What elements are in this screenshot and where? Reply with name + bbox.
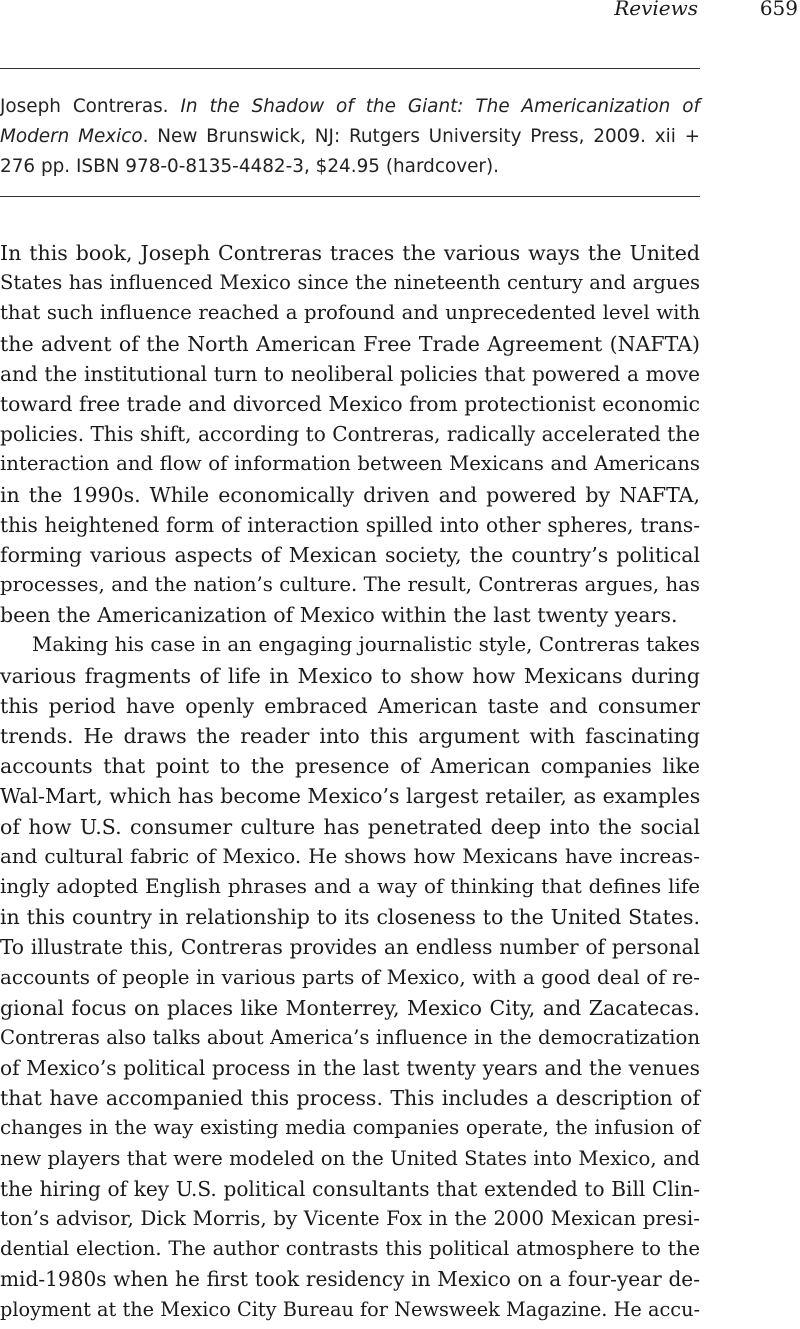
- text-line: Contreras also talks about America’s influence in the democratization: [0, 1025, 700, 1049]
- text-line: To illustrate this, Contreras provides an endless number of personal: [0, 935, 700, 960]
- text-line: and cultural fabric of Mexico. He shows how Mexicans have increas-: [0, 844, 700, 868]
- running-head-section: Reviews: [614, 0, 698, 20]
- text-line: that such influence reached a profound and unprecedented level with: [0, 301, 700, 325]
- text-line: ingly adopted English phrases and a way of thinking that defines life: [0, 874, 700, 898]
- paragraph-1: [0, 238, 700, 630]
- text-line: Making his case in an engaging journalistic style, Contreras takes: [32, 633, 700, 657]
- text-line: the hiring of key U.S. political consultants that extended to Bill Clin-: [0, 1176, 700, 1201]
- text-line: mid-1980s when he first took residency in Mexico on a four-year de-: [0, 1267, 700, 1292]
- top-rule: [0, 68, 700, 69]
- review-body: [0, 238, 700, 1325]
- text-line: the advent of the North American Free Trade Agreement (NAFTA): [0, 331, 700, 356]
- text-line: States has influenced Mexico since the nineteenth century and argues: [0, 271, 700, 295]
- text-line: dential election. The author contrasts this political atmosphere to the: [0, 1237, 700, 1261]
- text-line: forming various aspects of Mexican society, the country’s political: [0, 542, 700, 567]
- citation-publisher-info: . New Brunswick, NJ: Rutgers University Press, 2009. xii + 276 pp. ISBN 978-0-8135-4482-3, $24.95 (hardcover).: [0, 126, 700, 177]
- text-line: that have accompanied this process. This includes a description of: [0, 1086, 700, 1111]
- text-line: processes, and the nation’s culture. The result, Contreras argues, has: [0, 573, 700, 597]
- text-line: and the institutional turn to neoliberal policies that powered a move: [0, 361, 700, 386]
- text-line: ton’s advisor, Dick Morris, by Vicente Fox in the 2000 Mexican presi-: [0, 1207, 700, 1230]
- text-line: this period have openly embraced American taste and consumer: [0, 693, 700, 718]
- text-line: accounts of people in various parts of Mexico, with a good deal of re-: [0, 965, 700, 989]
- text-line: trends. He draws the reader into this argument with fascinating: [0, 724, 700, 748]
- text-line: been the Americanization of Mexico within the last twenty years.: [0, 603, 678, 628]
- text-line: in the 1990s. While economically driven and powered by NAFTA,: [0, 482, 700, 507]
- text-line: toward free trade and divorced Mexico from protectionist economic: [0, 391, 700, 416]
- text-line: interaction and flow of information between Mexicans and Americans: [0, 452, 700, 476]
- text-line: in this country in relationship to its closeness to the United States.: [0, 905, 700, 930]
- text-line: Wal-Mart, which has become Mexico’s largest retailer, as examples: [0, 784, 701, 809]
- page-number: 659: [759, 0, 798, 20]
- text-line: this heightened form of interaction spilled into other spheres, trans-: [0, 512, 700, 537]
- running-head: [0, 0, 800, 24]
- text-line: various fragments of life in Mexico to show how Mexicans during: [0, 663, 700, 688]
- citation-title: In the Shadow of the Giant: The Americanization of Modern Mexico: [0, 96, 700, 147]
- text-line: new players that were modeled on the United States into Mexico, and: [0, 1146, 700, 1170]
- book-citation: [0, 92, 700, 182]
- text-line: policies. This shift, according to Contreras, radically accelerated the: [0, 422, 700, 447]
- text-line: of how U.S. consumer culture has penetrated deep into the social: [0, 814, 700, 839]
- text-line: of Mexico’s political process in the last twenty years and the venues: [0, 1056, 700, 1081]
- paragraph-2: [0, 630, 700, 1324]
- text-line: changes in the way existing media companies operate, the infusion of: [0, 1116, 700, 1140]
- text-line: In this book, Joseph Contreras traces the various ways the United: [0, 241, 700, 265]
- citation-author: Joseph Contreras.: [0, 96, 169, 117]
- text-line: ployment at the Mexico City Bureau for Newsweek Magazine. He accu-: [0, 1297, 700, 1321]
- bottom-rule: [0, 196, 700, 197]
- text-line: accounts that point to the presence of American companies like: [0, 754, 700, 779]
- text-line: gional focus on places like Monterrey, Mexico City, and Zacatecas.: [0, 995, 700, 1020]
